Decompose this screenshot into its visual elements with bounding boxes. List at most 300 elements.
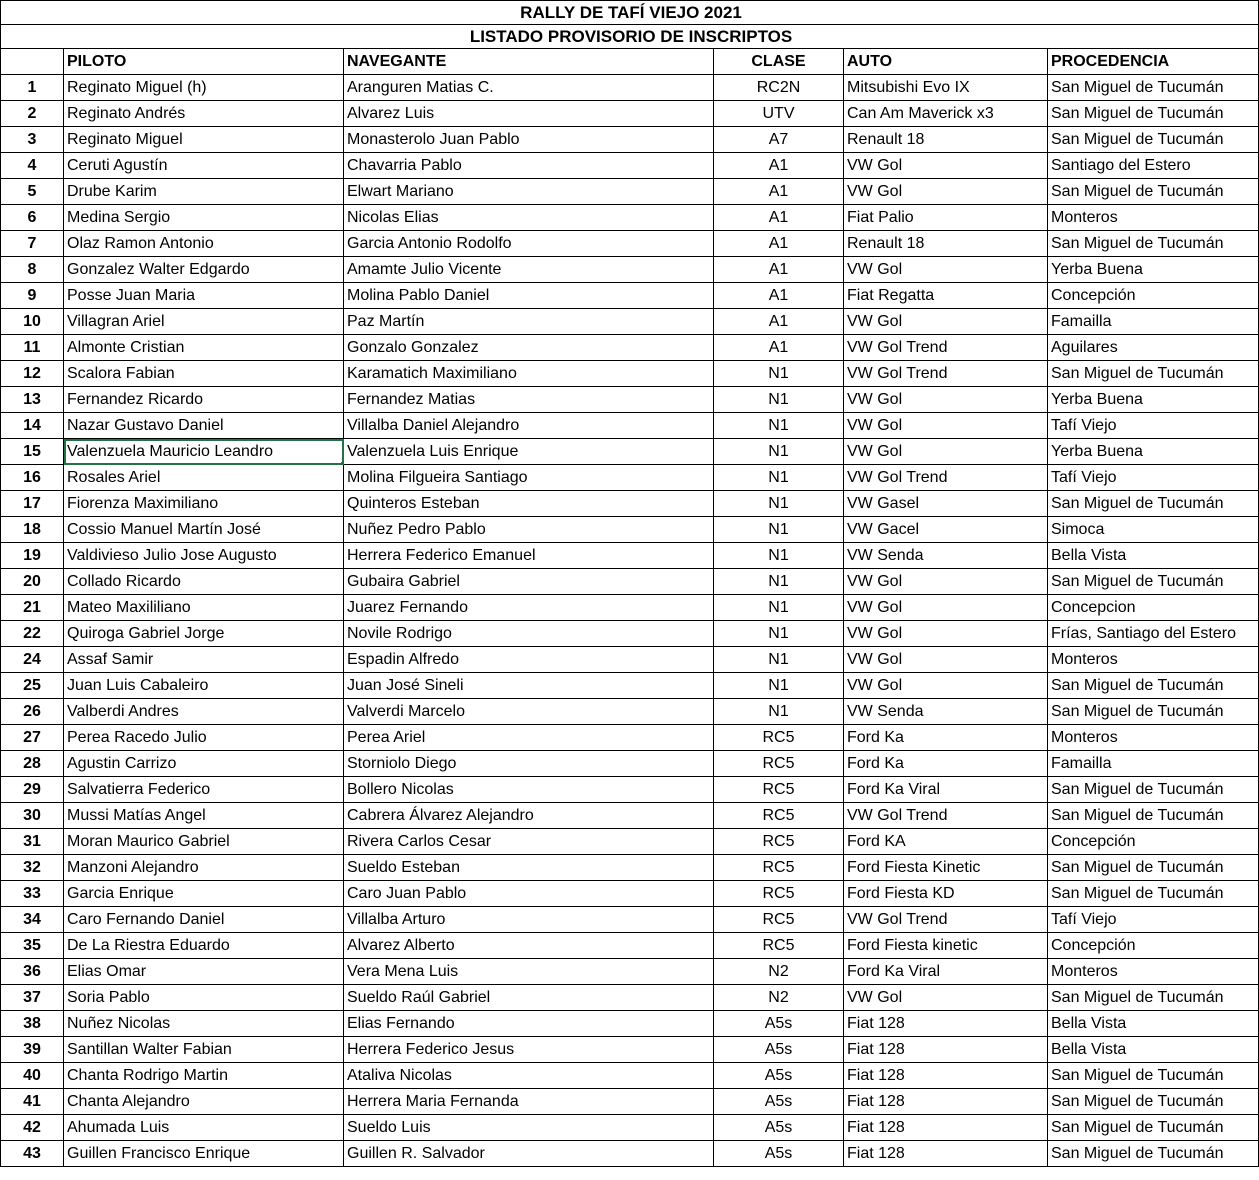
cell-num[interactable]: 36 xyxy=(1,959,64,985)
table-row xyxy=(1,985,1259,1011)
cell-num[interactable]: 40 xyxy=(1,1063,64,1089)
cell-clase[interactable]: A1 xyxy=(714,205,844,231)
cell-procedencia[interactable]: San Miguel de Tucumán xyxy=(1048,127,1259,153)
cell-clase[interactable]: A1 xyxy=(714,257,844,283)
cell-clase[interactable]: RC5 xyxy=(714,907,844,933)
cell-num[interactable]: 43 xyxy=(1,1141,64,1167)
cell-procedencia[interactable]: Tafí Viejo xyxy=(1048,907,1259,933)
cell-navegante[interactable]: Villalba Daniel Alejandro xyxy=(344,413,714,439)
cell-auto[interactable]: VW Gol xyxy=(844,309,1048,335)
cell-procedencia[interactable]: Famailla xyxy=(1048,751,1259,777)
cell-clase[interactable]: N1 xyxy=(714,361,844,387)
cell-num[interactable]: 28 xyxy=(1,751,64,777)
cell-num[interactable]: 14 xyxy=(1,413,64,439)
cell-num[interactable]: 21 xyxy=(1,595,64,621)
cell-procedencia[interactable]: San Miguel de Tucumán xyxy=(1048,673,1259,699)
header-procedencia[interactable]: PROCEDENCIA xyxy=(1048,49,1259,75)
cell-piloto[interactable]: Ceruti Agustín xyxy=(64,153,344,179)
cell-clase[interactable]: RC5 xyxy=(714,751,844,777)
subtitle-row xyxy=(1,25,1259,49)
cell-auto[interactable]: VW Senda xyxy=(844,543,1048,569)
table-row xyxy=(1,1037,1259,1063)
cell-clase[interactable]: A1 xyxy=(714,179,844,205)
cell-piloto[interactable]: Caro Fernando Daniel xyxy=(64,907,344,933)
cell-auto[interactable]: Fiat 128 xyxy=(844,1141,1048,1167)
cell-piloto[interactable]: Villagran Ariel xyxy=(64,309,344,335)
cell-procedencia[interactable]: Simoca xyxy=(1048,517,1259,543)
cell-piloto[interactable]: De La Riestra Eduardo xyxy=(64,933,344,959)
cell-navegante[interactable]: Guillen R. Salvador xyxy=(344,1141,714,1167)
cell-navegante[interactable]: Perea Ariel xyxy=(344,725,714,751)
cell-num[interactable]: 37 xyxy=(1,985,64,1011)
cell-procedencia[interactable]: Tafí Viejo xyxy=(1048,413,1259,439)
cell-navegante[interactable]: Cabrera Álvarez Alejandro xyxy=(344,803,714,829)
cell-piloto[interactable]: Gonzalez Walter Edgardo xyxy=(64,257,344,283)
cell-piloto[interactable]: Assaf Samir xyxy=(64,647,344,673)
cell-procedencia[interactable]: San Miguel de Tucumán xyxy=(1048,1089,1259,1115)
cell-navegante[interactable]: Chavarria Pablo xyxy=(344,153,714,179)
table-row xyxy=(1,1089,1259,1115)
cell-navegante[interactable]: Nuñez Pedro Pablo xyxy=(344,517,714,543)
cell-piloto[interactable]: Salvatierra Federico xyxy=(64,777,344,803)
cell-clase[interactable]: N1 xyxy=(714,699,844,725)
cell-auto[interactable]: Ford KA xyxy=(844,829,1048,855)
cell-procedencia[interactable]: San Miguel de Tucumán xyxy=(1048,985,1259,1011)
cell-piloto[interactable]: Olaz Ramon Antonio xyxy=(64,231,344,257)
cell-auto[interactable]: Can Am Maverick x3 xyxy=(844,101,1048,127)
cell-navegante[interactable]: Herrera Federico Emanuel xyxy=(344,543,714,569)
cell-piloto[interactable]: Quiroga Gabriel Jorge xyxy=(64,621,344,647)
cell-auto[interactable]: Ford Ka xyxy=(844,725,1048,751)
cell-piloto[interactable]: Elias Omar xyxy=(64,959,344,985)
cell-num[interactable]: 12 xyxy=(1,361,64,387)
cell-procedencia[interactable]: Tafí Viejo xyxy=(1048,465,1259,491)
cell-clase[interactable]: RC5 xyxy=(714,881,844,907)
cell-navegante[interactable]: Amamte Julio Vicente xyxy=(344,257,714,283)
cell-auto[interactable]: VW Gol xyxy=(844,595,1048,621)
cell-num[interactable]: 10 xyxy=(1,309,64,335)
cell-navegante[interactable]: Molina Filgueira Santiago xyxy=(344,465,714,491)
cell-procedencia[interactable]: Santiago del Estero xyxy=(1048,153,1259,179)
cell-clase[interactable]: UTV xyxy=(714,101,844,127)
cell-navegante[interactable]: Espadin Alfredo xyxy=(344,647,714,673)
cell-piloto[interactable]: Medina Sergio xyxy=(64,205,344,231)
cell-piloto[interactable]: Drube Karim xyxy=(64,179,344,205)
cell-procedencia[interactable]: San Miguel de Tucumán xyxy=(1048,491,1259,517)
cell-procedencia[interactable]: San Miguel de Tucumán xyxy=(1048,1115,1259,1141)
cell-procedencia[interactable]: Concepción xyxy=(1048,283,1259,309)
cell-num[interactable]: 34 xyxy=(1,907,64,933)
cell-procedencia[interactable]: San Miguel de Tucumán xyxy=(1048,881,1259,907)
table-row xyxy=(1,881,1259,907)
cell-clase[interactable]: N2 xyxy=(714,959,844,985)
cell-clase[interactable]: A1 xyxy=(714,283,844,309)
header-auto[interactable]: AUTO xyxy=(844,49,1048,75)
cell-piloto[interactable]: Posse Juan Maria xyxy=(64,283,344,309)
cell-piloto[interactable]: Mateo Maxililiano xyxy=(64,595,344,621)
cell-num[interactable]: 42 xyxy=(1,1115,64,1141)
cell-procedencia[interactable]: San Miguel de Tucumán xyxy=(1048,1063,1259,1089)
cell-auto[interactable]: VW Gacel xyxy=(844,517,1048,543)
cell-piloto[interactable]: Chanta Rodrigo Martin xyxy=(64,1063,344,1089)
cell-clase[interactable]: N1 xyxy=(714,387,844,413)
cell-navegante[interactable]: Garcia Antonio Rodolfo xyxy=(344,231,714,257)
cell-auto[interactable]: VW Gol Trend xyxy=(844,803,1048,829)
header-num[interactable] xyxy=(1,49,64,75)
cell-auto[interactable]: VW Gol xyxy=(844,179,1048,205)
cell-procedencia[interactable]: Concepcion xyxy=(1048,595,1259,621)
cell-piloto[interactable]: Agustin Carrizo xyxy=(64,751,344,777)
table-row xyxy=(1,673,1259,699)
cell-piloto[interactable]: Garcia Enrique xyxy=(64,881,344,907)
cell-piloto[interactable]: Cossio Manuel Martín José xyxy=(64,517,344,543)
cell-auto[interactable]: VW Gol Trend xyxy=(844,335,1048,361)
table-row xyxy=(1,959,1259,985)
cell-auto[interactable]: Ford Ka Viral xyxy=(844,959,1048,985)
cell-navegante[interactable]: Vera Mena Luis xyxy=(344,959,714,985)
cell-piloto[interactable]: Soria Pablo xyxy=(64,985,344,1011)
cell-clase[interactable]: A7 xyxy=(714,127,844,153)
cell-auto[interactable]: Ford Fiesta KD xyxy=(844,881,1048,907)
cell-num[interactable]: 19 xyxy=(1,543,64,569)
table-row xyxy=(1,595,1259,621)
cell-procedencia[interactable]: Bella Vista xyxy=(1048,543,1259,569)
cell-num[interactable]: 9 xyxy=(1,283,64,309)
cell-num[interactable]: 11 xyxy=(1,335,64,361)
cell-clase[interactable]: N1 xyxy=(714,465,844,491)
cell-clase[interactable]: RC5 xyxy=(714,829,844,855)
table-row xyxy=(1,1011,1259,1037)
cell-auto[interactable]: VW Senda xyxy=(844,699,1048,725)
cell-navegante[interactable]: Ataliva Nicolas xyxy=(344,1063,714,1089)
cell-num[interactable]: 2 xyxy=(1,101,64,127)
cell-procedencia[interactable]: Monteros xyxy=(1048,205,1259,231)
cell-procedencia[interactable]: San Miguel de Tucumán xyxy=(1048,777,1259,803)
cell-navegante[interactable]: Fernandez Matias xyxy=(344,387,714,413)
cell-procedencia[interactable]: Concepción xyxy=(1048,933,1259,959)
cell-num[interactable]: 26 xyxy=(1,699,64,725)
cell-procedencia[interactable]: San Miguel de Tucumán xyxy=(1048,569,1259,595)
cell-num[interactable]: 38 xyxy=(1,1011,64,1037)
cell-num[interactable]: 16 xyxy=(1,465,64,491)
cell-auto[interactable]: VW Gol xyxy=(844,621,1048,647)
cell-auto[interactable]: VW Gol xyxy=(844,439,1048,465)
cell-auto[interactable]: Ford Ka xyxy=(844,751,1048,777)
cell-num[interactable]: 32 xyxy=(1,855,64,881)
table-row xyxy=(1,231,1259,257)
cell-num[interactable]: 18 xyxy=(1,517,64,543)
cell-clase[interactable]: RC5 xyxy=(714,933,844,959)
cell-navegante[interactable]: Gubaira Gabriel xyxy=(344,569,714,595)
cell-piloto[interactable]: Almonte Cristian xyxy=(64,335,344,361)
cell-procedencia[interactable]: San Miguel de Tucumán xyxy=(1048,75,1259,101)
table-row xyxy=(1,699,1259,725)
cell-auto[interactable]: Fiat 128 xyxy=(844,1037,1048,1063)
table-row xyxy=(1,361,1259,387)
cell-procedencia[interactable]: Aguilares xyxy=(1048,335,1259,361)
cell-navegante[interactable]: Aranguren Matias C. xyxy=(344,75,714,101)
cell-num[interactable]: 41 xyxy=(1,1089,64,1115)
table-row xyxy=(1,647,1259,673)
cell-procedencia[interactable]: Yerba Buena xyxy=(1048,439,1259,465)
table-row xyxy=(1,309,1259,335)
cell-num[interactable]: 27 xyxy=(1,725,64,751)
cell-procedencia[interactable]: Concepción xyxy=(1048,829,1259,855)
cell-auto[interactable]: VW Gol xyxy=(844,153,1048,179)
cell-num[interactable]: 15 xyxy=(1,439,64,465)
cell-piloto[interactable]: Chanta Alejandro xyxy=(64,1089,344,1115)
cell-clase[interactable]: N1 xyxy=(714,647,844,673)
cell-piloto[interactable]: Fiorenza Maximiliano xyxy=(64,491,344,517)
cell-navegante[interactable]: Gonzalo Gonzalez xyxy=(344,335,714,361)
cell-num[interactable]: 4 xyxy=(1,153,64,179)
cell-clase[interactable]: RC5 xyxy=(714,855,844,881)
cell-navegante[interactable]: Villalba Arturo xyxy=(344,907,714,933)
cell-piloto[interactable]: Reginato Andrés xyxy=(64,101,344,127)
table-row xyxy=(1,439,1259,465)
cell-num[interactable]: 22 xyxy=(1,621,64,647)
cell-clase[interactable]: N1 xyxy=(714,543,844,569)
cell-num[interactable]: 31 xyxy=(1,829,64,855)
cell-navegante[interactable]: Caro Juan Pablo xyxy=(344,881,714,907)
cell-clase[interactable]: N1 xyxy=(714,569,844,595)
cell-clase[interactable]: A5s xyxy=(714,1011,844,1037)
table-row xyxy=(1,257,1259,283)
cell-auto[interactable]: VW Gol xyxy=(844,387,1048,413)
cell-clase[interactable]: N1 xyxy=(714,491,844,517)
cell-navegante[interactable]: Herrera Maria Fernanda xyxy=(344,1089,714,1115)
cell-num[interactable]: 29 xyxy=(1,777,64,803)
table-row xyxy=(1,101,1259,127)
table-row xyxy=(1,621,1259,647)
cell-piloto[interactable]: Valdivieso Julio Jose Augusto xyxy=(64,543,344,569)
cell-num[interactable]: 5 xyxy=(1,179,64,205)
cell-auto[interactable]: VW Gasel xyxy=(844,491,1048,517)
cell-piloto[interactable]: Mussi Matías Angel xyxy=(64,803,344,829)
table-row xyxy=(1,1141,1259,1167)
cell-procedencia[interactable]: Monteros xyxy=(1048,959,1259,985)
cell-navegante[interactable]: Sueldo Esteban xyxy=(344,855,714,881)
cell-clase[interactable]: A5s xyxy=(714,1115,844,1141)
cell-num[interactable]: 24 xyxy=(1,647,64,673)
cell-procedencia[interactable]: San Miguel de Tucumán xyxy=(1048,803,1259,829)
cell-piloto[interactable]: Juan Luis Cabaleiro xyxy=(64,673,344,699)
cell-num[interactable]: 17 xyxy=(1,491,64,517)
cell-num[interactable]: 13 xyxy=(1,387,64,413)
cell-piloto[interactable]: Reginato Miguel (h) xyxy=(64,75,344,101)
cell-piloto[interactable]: Guillen Francisco Enrique xyxy=(64,1141,344,1167)
cell-procedencia[interactable]: San Miguel de Tucumán xyxy=(1048,231,1259,257)
cell-procedencia[interactable]: San Miguel de Tucumán xyxy=(1048,1141,1259,1167)
cell-navegante[interactable]: Molina Pablo Daniel xyxy=(344,283,714,309)
table-row xyxy=(1,829,1259,855)
cell-navegante[interactable]: Novile Rodrigo xyxy=(344,621,714,647)
cell-piloto[interactable]: Perea Racedo Julio xyxy=(64,725,344,751)
cell-clase[interactable]: A1 xyxy=(714,231,844,257)
cell-navegante[interactable]: Karamatich Maximiliano xyxy=(344,361,714,387)
cell-clase[interactable]: A1 xyxy=(714,153,844,179)
cell-navegante[interactable]: Alvarez Alberto xyxy=(344,933,714,959)
cell-procedencia[interactable]: Monteros xyxy=(1048,647,1259,673)
cell-auto[interactable]: VW Gol Trend xyxy=(844,907,1048,933)
table-row xyxy=(1,725,1259,751)
cell-auto[interactable]: VW Gol xyxy=(844,257,1048,283)
cell-piloto[interactable]: Rosales Ariel xyxy=(64,465,344,491)
cell-auto[interactable]: VW Gol xyxy=(844,673,1048,699)
cell-clase[interactable]: A5s xyxy=(714,1141,844,1167)
cell-auto[interactable]: Renault 18 xyxy=(844,231,1048,257)
cell-clase[interactable]: N1 xyxy=(714,595,844,621)
cell-procedencia[interactable]: Monteros xyxy=(1048,725,1259,751)
table-row xyxy=(1,335,1259,361)
cell-auto[interactable]: VW Gol xyxy=(844,413,1048,439)
cell-navegante[interactable]: Sueldo Luis xyxy=(344,1115,714,1141)
cell-procedencia[interactable]: Yerba Buena xyxy=(1048,387,1259,413)
cell-piloto[interactable]: Scalora Fabian xyxy=(64,361,344,387)
cell-procedencia[interactable]: San Miguel de Tucumán xyxy=(1048,699,1259,725)
cell-procedencia[interactable]: San Miguel de Tucumán xyxy=(1048,179,1259,205)
table-row xyxy=(1,855,1259,881)
cell-piloto[interactable]: Ahumada Luis xyxy=(64,1115,344,1141)
cell-num[interactable]: 30 xyxy=(1,803,64,829)
cell-auto[interactable]: Mitsubishi Evo IX xyxy=(844,75,1048,101)
cell-procedencia[interactable]: Famailla xyxy=(1048,309,1259,335)
cell-navegante[interactable]: Elwart Mariano xyxy=(344,179,714,205)
table-row xyxy=(1,179,1259,205)
sheet-title[interactable]: RALLY DE TAFÍ VIEJO 2021 xyxy=(1,1,1259,25)
cell-piloto[interactable]: Valenzuela Mauricio Leandro xyxy=(64,439,344,465)
cell-auto[interactable]: Fiat 128 xyxy=(844,1089,1048,1115)
cell-num[interactable]: 7 xyxy=(1,231,64,257)
cell-piloto[interactable]: Fernandez Ricardo xyxy=(64,387,344,413)
cell-auto[interactable]: VW Gol Trend xyxy=(844,361,1048,387)
table-row xyxy=(1,413,1259,439)
cell-piloto[interactable]: Reginato Miguel xyxy=(64,127,344,153)
cell-auto[interactable]: Ford Ka Viral xyxy=(844,777,1048,803)
cell-num[interactable]: 6 xyxy=(1,205,64,231)
cell-navegante[interactable]: Sueldo Raúl Gabriel xyxy=(344,985,714,1011)
cell-piloto[interactable]: Valberdi Andres xyxy=(64,699,344,725)
cell-clase[interactable]: N1 xyxy=(714,673,844,699)
title-row xyxy=(1,1,1259,25)
cell-clase[interactable]: RC5 xyxy=(714,725,844,751)
cell-clase[interactable]: N1 xyxy=(714,517,844,543)
cell-procedencia[interactable]: Bella Vista xyxy=(1048,1011,1259,1037)
cell-auto[interactable]: Ford Fiesta kinetic xyxy=(844,933,1048,959)
cell-auto[interactable]: Fiat 128 xyxy=(844,1011,1048,1037)
cell-piloto[interactable]: Santillan Walter Fabian xyxy=(64,1037,344,1063)
cell-procedencia[interactable]: Frías, Santiago del Estero xyxy=(1048,621,1259,647)
cell-navegante[interactable]: Rivera Carlos Cesar xyxy=(344,829,714,855)
cell-auto[interactable]: Fiat Palio xyxy=(844,205,1048,231)
cell-num[interactable]: 33 xyxy=(1,881,64,907)
cell-clase[interactable]: N1 xyxy=(714,621,844,647)
header-clase[interactable]: CLASE xyxy=(714,49,844,75)
cell-clase[interactable]: N2 xyxy=(714,985,844,1011)
table-row xyxy=(1,127,1259,153)
cell-clase[interactable]: N1 xyxy=(714,413,844,439)
table-row xyxy=(1,75,1259,101)
cell-procedencia[interactable]: San Miguel de Tucumán xyxy=(1048,855,1259,881)
cell-navegante[interactable]: Elias Fernando xyxy=(344,1011,714,1037)
cell-auto[interactable]: VW Gol xyxy=(844,985,1048,1011)
cell-piloto[interactable]: Nazar Gustavo Daniel xyxy=(64,413,344,439)
cell-num[interactable]: 35 xyxy=(1,933,64,959)
cell-piloto[interactable]: Moran Maurico Gabriel xyxy=(64,829,344,855)
cell-procedencia[interactable]: San Miguel de Tucumán xyxy=(1048,101,1259,127)
table-row xyxy=(1,543,1259,569)
cell-auto[interactable]: Fiat 128 xyxy=(844,1115,1048,1141)
cell-num[interactable]: 8 xyxy=(1,257,64,283)
table-row xyxy=(1,491,1259,517)
table-row xyxy=(1,283,1259,309)
table-row xyxy=(1,933,1259,959)
cell-num[interactable]: 1 xyxy=(1,75,64,101)
cell-num[interactable]: 3 xyxy=(1,127,64,153)
cell-navegante[interactable]: Alvarez Luis xyxy=(344,101,714,127)
cell-procedencia[interactable]: San Miguel de Tucumán xyxy=(1048,361,1259,387)
cell-auto[interactable]: Fiat 128 xyxy=(844,1063,1048,1089)
cell-navegante[interactable]: Paz Martín xyxy=(344,309,714,335)
sheet-subtitle[interactable]: LISTADO PROVISORIO DE INSCRIPTOS xyxy=(1,25,1259,49)
cell-clase[interactable]: N1 xyxy=(714,439,844,465)
cell-procedencia[interactable]: Bella Vista xyxy=(1048,1037,1259,1063)
header-piloto[interactable]: PILOTO xyxy=(64,49,344,75)
cell-navegante[interactable]: Quinteros Esteban xyxy=(344,491,714,517)
cell-navegante[interactable]: Herrera Federico Jesus xyxy=(344,1037,714,1063)
cell-clase[interactable]: A1 xyxy=(714,309,844,335)
cell-clase[interactable]: A5s xyxy=(714,1037,844,1063)
cell-piloto[interactable]: Manzoni Alejandro xyxy=(64,855,344,881)
cell-auto[interactable]: VW Gol Trend xyxy=(844,465,1048,491)
cell-navegante[interactable]: Valverdi Marcelo xyxy=(344,699,714,725)
table-row xyxy=(1,907,1259,933)
cell-num[interactable]: 25 xyxy=(1,673,64,699)
cell-auto[interactable]: Fiat Regatta xyxy=(844,283,1048,309)
table-row xyxy=(1,153,1259,179)
table-row xyxy=(1,803,1259,829)
cell-clase[interactable]: RC2N xyxy=(714,75,844,101)
table-row xyxy=(1,777,1259,803)
cell-navegante[interactable]: Monasterolo Juan Pablo xyxy=(344,127,714,153)
cell-navegante[interactable]: Nicolas Elias xyxy=(344,205,714,231)
table-row xyxy=(1,1063,1259,1089)
cell-navegante[interactable]: Juan José Sineli xyxy=(344,673,714,699)
cell-clase[interactable]: RC5 xyxy=(714,777,844,803)
header-row xyxy=(1,49,1259,75)
cell-auto[interactable]: Ford Fiesta Kinetic xyxy=(844,855,1048,881)
table-row xyxy=(1,751,1259,777)
cell-num[interactable]: 20 xyxy=(1,569,64,595)
cell-piloto[interactable]: Collado Ricardo xyxy=(64,569,344,595)
cell-auto[interactable]: VW Gol xyxy=(844,569,1048,595)
cell-clase[interactable]: RC5 xyxy=(714,803,844,829)
cell-clase[interactable]: A5s xyxy=(714,1089,844,1115)
cell-navegante[interactable]: Storniolo Diego xyxy=(344,751,714,777)
header-navegante[interactable]: NAVEGANTE xyxy=(344,49,714,75)
cell-auto[interactable]: Renault 18 xyxy=(844,127,1048,153)
cell-clase[interactable]: A1 xyxy=(714,335,844,361)
cell-navegante[interactable]: Juarez Fernando xyxy=(344,595,714,621)
cell-auto[interactable]: VW Gol xyxy=(844,647,1048,673)
cell-piloto[interactable]: Nuñez Nicolas xyxy=(64,1011,344,1037)
cell-num[interactable]: 39 xyxy=(1,1037,64,1063)
cell-procedencia[interactable]: Yerba Buena xyxy=(1048,257,1259,283)
table-row xyxy=(1,517,1259,543)
cell-clase[interactable]: A5s xyxy=(714,1063,844,1089)
cell-navegante[interactable]: Valenzuela Luis Enrique xyxy=(344,439,714,465)
cell-navegante[interactable]: Bollero Nicolas xyxy=(344,777,714,803)
